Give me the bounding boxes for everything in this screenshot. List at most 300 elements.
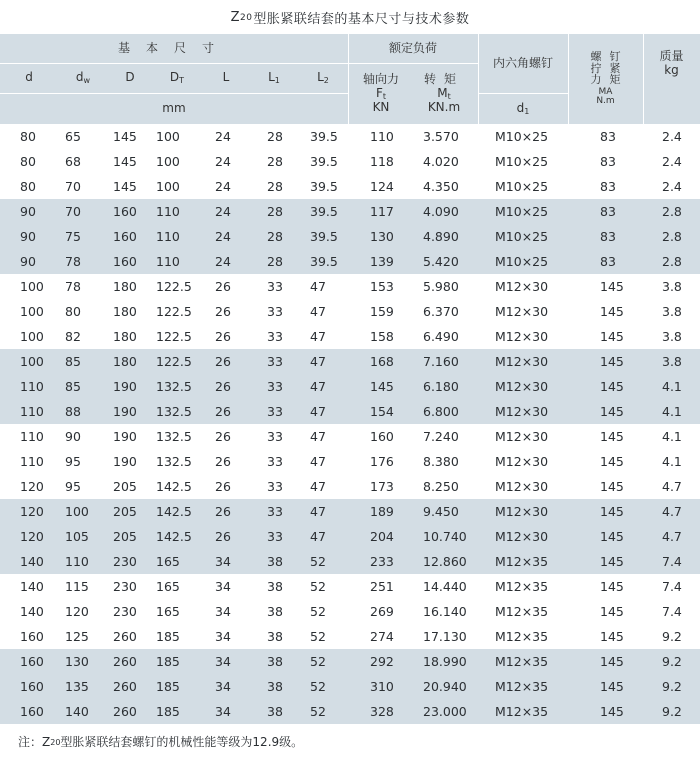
cell-torque: 145 bbox=[600, 679, 624, 694]
cell-mt: 16.140 bbox=[423, 604, 467, 619]
cell-mass: 7.4 bbox=[662, 604, 682, 619]
cell-torque: 145 bbox=[600, 454, 624, 469]
header-col-d: d bbox=[25, 70, 33, 85]
cell-d: 120 bbox=[20, 529, 44, 544]
cell-mass: 3.8 bbox=[662, 279, 682, 294]
cell-L1: 38 bbox=[267, 654, 283, 669]
cell-L: 34 bbox=[215, 604, 231, 619]
cell-d: 100 bbox=[20, 329, 44, 344]
cell-DT: 110 bbox=[156, 229, 180, 244]
cell-L1: 33 bbox=[267, 529, 283, 544]
cell-mass: 4.1 bbox=[662, 404, 682, 419]
cell-dw: 68 bbox=[65, 154, 81, 169]
cell-screw: M12×30 bbox=[495, 304, 549, 319]
cell-mass: 2.4 bbox=[662, 129, 682, 144]
cell-screw: M12×35 bbox=[495, 654, 549, 669]
cell-screw: M12×30 bbox=[495, 504, 549, 519]
cell-mt: 6.490 bbox=[423, 329, 459, 344]
cell-torque: 145 bbox=[600, 329, 624, 344]
cell-D: 180 bbox=[113, 304, 137, 319]
cell-screw: M12×35 bbox=[495, 704, 549, 719]
cell-d: 160 bbox=[20, 704, 44, 719]
cell-d: 90 bbox=[20, 204, 36, 219]
row-band bbox=[0, 124, 700, 199]
cell-ft: 176 bbox=[370, 454, 394, 469]
cell-dw: 115 bbox=[65, 579, 89, 594]
header-col-L1: L 1 bbox=[268, 70, 280, 86]
cell-L2: 47 bbox=[310, 429, 326, 444]
header-unit-mm: mm bbox=[162, 100, 186, 115]
cell-D: 180 bbox=[113, 354, 137, 369]
cell-screw: M10×25 bbox=[495, 229, 549, 244]
cell-torque: 83 bbox=[600, 179, 616, 194]
cell-screw: M10×25 bbox=[495, 254, 549, 269]
header-axial-force: 轴向力 Ft KN bbox=[362, 72, 399, 114]
cell-L1: 33 bbox=[267, 379, 283, 394]
cell-L2: 47 bbox=[310, 529, 326, 544]
cell-dw: 85 bbox=[65, 379, 81, 394]
cell-d: 110 bbox=[20, 379, 44, 394]
cell-DT: 132.5 bbox=[156, 454, 192, 469]
cell-mt: 6.370 bbox=[423, 304, 459, 319]
cell-ft: 233 bbox=[370, 554, 394, 569]
cell-L1: 28 bbox=[267, 129, 283, 144]
cell-L: 26 bbox=[215, 529, 231, 544]
cell-DT: 132.5 bbox=[156, 429, 192, 444]
cell-d: 80 bbox=[20, 129, 36, 144]
cell-torque: 145 bbox=[600, 354, 624, 369]
row-band bbox=[0, 649, 700, 724]
header-col-L: L bbox=[222, 70, 230, 85]
cell-d: 90 bbox=[20, 254, 36, 269]
cell-d: 160 bbox=[20, 679, 44, 694]
cell-mt: 7.160 bbox=[423, 354, 459, 369]
cell-torque: 145 bbox=[600, 429, 624, 444]
cell-L2: 39.5 bbox=[310, 204, 338, 219]
cell-screw: M12×30 bbox=[495, 404, 549, 419]
cell-ft: 145 bbox=[370, 379, 394, 394]
cell-DT: 122.5 bbox=[156, 279, 192, 294]
cell-ft: 251 bbox=[370, 579, 394, 594]
cell-DT: 142.5 bbox=[156, 504, 192, 519]
cell-L: 26 bbox=[215, 329, 231, 344]
cell-L1: 38 bbox=[267, 579, 283, 594]
cell-dw: 75 bbox=[65, 229, 81, 244]
cell-d: 120 bbox=[20, 504, 44, 519]
cell-dw: 78 bbox=[65, 279, 81, 294]
cell-ft: 160 bbox=[370, 429, 394, 444]
cell-D: 145 bbox=[113, 154, 137, 169]
cell-torque: 145 bbox=[600, 704, 624, 719]
cell-L1: 38 bbox=[267, 604, 283, 619]
cell-dw: 82 bbox=[65, 329, 81, 344]
cell-DT: 165 bbox=[156, 604, 180, 619]
cell-screw: M12×35 bbox=[495, 579, 549, 594]
cell-screw: M10×25 bbox=[495, 154, 549, 169]
cell-ft: 124 bbox=[370, 179, 394, 194]
cell-ft: 118 bbox=[370, 154, 394, 169]
cell-d: 110 bbox=[20, 454, 44, 469]
cell-L2: 47 bbox=[310, 354, 326, 369]
cell-screw: M12×35 bbox=[495, 679, 549, 694]
cell-L: 26 bbox=[215, 479, 231, 494]
cell-screw: M12×35 bbox=[495, 629, 549, 644]
cell-L: 26 bbox=[215, 379, 231, 394]
cell-L: 24 bbox=[215, 179, 231, 194]
cell-L1: 38 bbox=[267, 554, 283, 569]
cell-D: 190 bbox=[113, 379, 137, 394]
cell-torque: 145 bbox=[600, 279, 624, 294]
cell-D: 230 bbox=[113, 554, 137, 569]
cell-mass: 2.8 bbox=[662, 254, 682, 269]
cell-ft: 292 bbox=[370, 654, 394, 669]
cell-screw: M12×30 bbox=[495, 354, 549, 369]
cell-mass: 2.8 bbox=[662, 204, 682, 219]
cell-torque: 145 bbox=[600, 604, 624, 619]
title-sub: 20 bbox=[239, 13, 253, 23]
cell-L: 34 bbox=[215, 654, 231, 669]
cell-DT: 132.5 bbox=[156, 404, 192, 419]
cell-DT: 185 bbox=[156, 679, 180, 694]
cell-screw: M12×35 bbox=[495, 554, 549, 569]
cell-screw: M10×25 bbox=[495, 204, 549, 219]
cell-L1: 33 bbox=[267, 454, 283, 469]
header-col-dw: d w bbox=[75, 70, 91, 86]
cell-L2: 52 bbox=[310, 704, 326, 719]
cell-L2: 47 bbox=[310, 454, 326, 469]
cell-screw: M12×30 bbox=[495, 529, 549, 544]
cell-D: 230 bbox=[113, 604, 137, 619]
cell-ft: 168 bbox=[370, 354, 394, 369]
cell-D: 260 bbox=[113, 679, 137, 694]
cell-mass: 3.8 bbox=[662, 329, 682, 344]
cell-d: 80 bbox=[20, 179, 36, 194]
cell-DT: 110 bbox=[156, 204, 180, 219]
cell-L1: 33 bbox=[267, 304, 283, 319]
cell-L1: 28 bbox=[267, 229, 283, 244]
cell-ft: 153 bbox=[370, 279, 394, 294]
cell-torque: 145 bbox=[600, 579, 624, 594]
cell-L2: 47 bbox=[310, 304, 326, 319]
cell-screw: M12×35 bbox=[495, 604, 549, 619]
row-band bbox=[0, 199, 700, 274]
cell-d: 110 bbox=[20, 429, 44, 444]
cell-L1: 38 bbox=[267, 629, 283, 644]
cell-D: 160 bbox=[113, 229, 137, 244]
cell-mass: 9.2 bbox=[662, 704, 682, 719]
cell-dw: 70 bbox=[65, 204, 81, 219]
cell-D: 205 bbox=[113, 479, 137, 494]
cell-DT: 165 bbox=[156, 579, 180, 594]
cell-mt: 4.020 bbox=[423, 154, 459, 169]
header-mass: 质量 kg bbox=[659, 48, 684, 77]
cell-DT: 185 bbox=[156, 629, 180, 644]
cell-ft: 189 bbox=[370, 504, 394, 519]
cell-ft: 139 bbox=[370, 254, 394, 269]
cell-ft: 159 bbox=[370, 304, 394, 319]
cell-D: 205 bbox=[113, 504, 137, 519]
header-hex-screw: 内六角螺钉 bbox=[492, 55, 553, 70]
cell-dw: 65 bbox=[65, 129, 81, 144]
cell-mt: 5.980 bbox=[423, 279, 459, 294]
cell-screw: M12×30 bbox=[495, 329, 549, 344]
cell-screw: M10×25 bbox=[495, 179, 549, 194]
cell-mass: 3.8 bbox=[662, 354, 682, 369]
cell-mt: 14.440 bbox=[423, 579, 467, 594]
cell-dw: 90 bbox=[65, 429, 81, 444]
cell-ft: 110 bbox=[370, 129, 394, 144]
cell-mass: 4.7 bbox=[662, 479, 682, 494]
cell-D: 190 bbox=[113, 454, 137, 469]
cell-d: 90 bbox=[20, 229, 36, 244]
cell-mass: 4.7 bbox=[662, 529, 682, 544]
cell-mass: 4.1 bbox=[662, 379, 682, 394]
cell-mt: 4.090 bbox=[423, 204, 459, 219]
cell-L: 24 bbox=[215, 229, 231, 244]
cell-screw: M12×30 bbox=[495, 479, 549, 494]
cell-DT: 122.5 bbox=[156, 329, 192, 344]
cell-mass: 2.4 bbox=[662, 154, 682, 169]
cell-mt: 18.990 bbox=[423, 654, 467, 669]
row-band bbox=[0, 349, 700, 424]
cell-mt: 17.130 bbox=[423, 629, 467, 644]
cell-dw: 105 bbox=[65, 529, 89, 544]
cell-dw: 130 bbox=[65, 654, 89, 669]
cell-L2: 52 bbox=[310, 679, 326, 694]
cell-d: 140 bbox=[20, 604, 44, 619]
cell-dw: 95 bbox=[65, 479, 81, 494]
cell-ft: 154 bbox=[370, 404, 394, 419]
cell-dw: 80 bbox=[65, 304, 81, 319]
cell-mass: 9.2 bbox=[662, 679, 682, 694]
cell-L2: 52 bbox=[310, 604, 326, 619]
cell-L1: 28 bbox=[267, 154, 283, 169]
cell-mass: 4.7 bbox=[662, 504, 682, 519]
cell-ft: 274 bbox=[370, 629, 394, 644]
cell-D: 205 bbox=[113, 529, 137, 544]
cell-L: 26 bbox=[215, 429, 231, 444]
cell-D: 180 bbox=[113, 329, 137, 344]
cell-d: 100 bbox=[20, 304, 44, 319]
cell-mt: 3.570 bbox=[423, 129, 459, 144]
cell-dw: 70 bbox=[65, 179, 81, 194]
cell-L1: 28 bbox=[267, 204, 283, 219]
cell-mass: 7.4 bbox=[662, 579, 682, 594]
cell-mass: 9.2 bbox=[662, 654, 682, 669]
cell-D: 260 bbox=[113, 654, 137, 669]
cell-DT: 165 bbox=[156, 554, 180, 569]
cell-screw: M10×25 bbox=[495, 129, 549, 144]
cell-L2: 47 bbox=[310, 279, 326, 294]
cell-screw: M12×30 bbox=[495, 379, 549, 394]
cell-mt: 6.800 bbox=[423, 404, 459, 419]
cell-mt: 4.890 bbox=[423, 229, 459, 244]
cell-D: 145 bbox=[113, 179, 137, 194]
cell-D: 160 bbox=[113, 204, 137, 219]
cell-d: 110 bbox=[20, 404, 44, 419]
cell-mt: 12.860 bbox=[423, 554, 467, 569]
cell-L: 26 bbox=[215, 354, 231, 369]
cell-L2: 39.5 bbox=[310, 154, 338, 169]
cell-mt: 23.000 bbox=[423, 704, 467, 719]
cell-D: 145 bbox=[113, 129, 137, 144]
cell-d: 100 bbox=[20, 279, 44, 294]
cell-d: 140 bbox=[20, 554, 44, 569]
cell-D: 190 bbox=[113, 429, 137, 444]
cell-mt: 5.420 bbox=[423, 254, 459, 269]
cell-torque: 145 bbox=[600, 554, 624, 569]
cell-D: 180 bbox=[113, 279, 137, 294]
cell-mt: 8.380 bbox=[423, 454, 459, 469]
cell-L: 26 bbox=[215, 454, 231, 469]
cell-DT: 110 bbox=[156, 254, 180, 269]
header-screw-torque: 螺 拧 力 钉 紧 矩 MA N.m bbox=[590, 50, 621, 107]
cell-mt: 9.450 bbox=[423, 504, 459, 519]
cell-ft: 173 bbox=[370, 479, 394, 494]
cell-DT: 100 bbox=[156, 179, 180, 194]
cell-d: 80 bbox=[20, 154, 36, 169]
cell-torque: 145 bbox=[600, 404, 624, 419]
cell-torque: 83 bbox=[600, 154, 616, 169]
cell-D: 230 bbox=[113, 579, 137, 594]
cell-L2: 52 bbox=[310, 629, 326, 644]
row-band bbox=[0, 424, 700, 499]
cell-ft: 310 bbox=[370, 679, 394, 694]
cell-L: 26 bbox=[215, 504, 231, 519]
cell-D: 160 bbox=[113, 254, 137, 269]
cell-d: 120 bbox=[20, 479, 44, 494]
cell-torque: 83 bbox=[600, 204, 616, 219]
cell-d: 160 bbox=[20, 654, 44, 669]
cell-ft: 269 bbox=[370, 604, 394, 619]
cell-screw: M12×30 bbox=[495, 279, 549, 294]
cell-torque: 83 bbox=[600, 254, 616, 269]
cell-mt: 6.180 bbox=[423, 379, 459, 394]
cell-ft: 328 bbox=[370, 704, 394, 719]
cell-L1: 33 bbox=[267, 354, 283, 369]
header-d1: d 1 bbox=[516, 100, 530, 116]
cell-L2: 39.5 bbox=[310, 179, 338, 194]
cell-DT: 185 bbox=[156, 654, 180, 669]
cell-L1: 38 bbox=[267, 704, 283, 719]
cell-L2: 47 bbox=[310, 479, 326, 494]
cell-L: 24 bbox=[215, 254, 231, 269]
row-band bbox=[0, 499, 700, 574]
cell-mt: 20.940 bbox=[423, 679, 467, 694]
cell-dw: 88 bbox=[65, 404, 81, 419]
cell-L: 24 bbox=[215, 154, 231, 169]
cell-dw: 140 bbox=[65, 704, 89, 719]
cell-L: 24 bbox=[215, 204, 231, 219]
cell-DT: 100 bbox=[156, 129, 180, 144]
cell-L2: 52 bbox=[310, 554, 326, 569]
cell-L2: 52 bbox=[310, 579, 326, 594]
row-band bbox=[0, 274, 700, 349]
cell-L: 34 bbox=[215, 629, 231, 644]
cell-L2: 39.5 bbox=[310, 254, 338, 269]
cell-DT: 142.5 bbox=[156, 529, 192, 544]
header-col-L2: L 2 bbox=[317, 70, 329, 86]
cell-L1: 33 bbox=[267, 429, 283, 444]
header-basic-dimensions: 基本尺寸 bbox=[117, 40, 230, 55]
page-title bbox=[0, 0, 700, 34]
cell-L1: 33 bbox=[267, 279, 283, 294]
cell-mass: 4.1 bbox=[662, 429, 682, 444]
cell-torque: 145 bbox=[600, 654, 624, 669]
cell-L: 26 bbox=[215, 404, 231, 419]
cell-torque: 145 bbox=[600, 629, 624, 644]
cell-D: 260 bbox=[113, 629, 137, 644]
footnote: 注：Z 20 型胀紧联结套螺钉的机械性能等级为12.9级。 bbox=[18, 734, 304, 749]
cell-d: 140 bbox=[20, 579, 44, 594]
cell-dw: 135 bbox=[65, 679, 89, 694]
cell-torque: 145 bbox=[600, 504, 624, 519]
cell-screw: M12×30 bbox=[495, 429, 549, 444]
cell-ft: 117 bbox=[370, 204, 394, 219]
title-prefix: Z bbox=[230, 9, 240, 25]
cell-L: 34 bbox=[215, 679, 231, 694]
cell-mass: 2.4 bbox=[662, 179, 682, 194]
cell-D: 260 bbox=[113, 704, 137, 719]
cell-mass: 9.2 bbox=[662, 629, 682, 644]
cell-torque: 145 bbox=[600, 304, 624, 319]
cell-ft: 158 bbox=[370, 329, 394, 344]
cell-L2: 39.5 bbox=[310, 229, 338, 244]
cell-dw: 78 bbox=[65, 254, 81, 269]
cell-mt: 4.350 bbox=[423, 179, 459, 194]
cell-torque: 145 bbox=[600, 529, 624, 544]
cell-L1: 28 bbox=[267, 179, 283, 194]
cell-L1: 33 bbox=[267, 479, 283, 494]
header-col-D: D bbox=[125, 70, 135, 85]
cell-L2: 47 bbox=[310, 404, 326, 419]
cell-dw: 120 bbox=[65, 604, 89, 619]
cell-dw: 95 bbox=[65, 454, 81, 469]
cell-L1: 33 bbox=[267, 404, 283, 419]
cell-d: 100 bbox=[20, 354, 44, 369]
cell-L: 34 bbox=[215, 704, 231, 719]
cell-torque: 145 bbox=[600, 479, 624, 494]
cell-DT: 185 bbox=[156, 704, 180, 719]
cell-L: 34 bbox=[215, 554, 231, 569]
cell-DT: 142.5 bbox=[156, 479, 192, 494]
header-col-DT: D T bbox=[169, 70, 185, 86]
cell-L1: 28 bbox=[267, 254, 283, 269]
cell-mt: 7.240 bbox=[423, 429, 459, 444]
cell-dw: 125 bbox=[65, 629, 89, 644]
cell-DT: 122.5 bbox=[156, 304, 192, 319]
header-torque: 转矩 Mt KN.m bbox=[423, 72, 464, 114]
cell-L2: 47 bbox=[310, 504, 326, 519]
row-band bbox=[0, 574, 700, 649]
cell-L: 26 bbox=[215, 304, 231, 319]
cell-L2: 39.5 bbox=[310, 129, 338, 144]
cell-mass: 2.8 bbox=[662, 229, 682, 244]
cell-L: 24 bbox=[215, 129, 231, 144]
cell-mass: 4.1 bbox=[662, 454, 682, 469]
cell-mass: 3.8 bbox=[662, 304, 682, 319]
cell-dw: 110 bbox=[65, 554, 89, 569]
cell-D: 190 bbox=[113, 404, 137, 419]
title-text: 型胀紧联结套的基本尺寸与技术参数 bbox=[253, 11, 470, 27]
cell-DT: 122.5 bbox=[156, 354, 192, 369]
cell-screw: M12×30 bbox=[495, 454, 549, 469]
cell-L2: 52 bbox=[310, 654, 326, 669]
cell-DT: 100 bbox=[156, 154, 180, 169]
cell-L2: 47 bbox=[310, 329, 326, 344]
cell-d: 160 bbox=[20, 629, 44, 644]
cell-dw: 100 bbox=[65, 504, 89, 519]
